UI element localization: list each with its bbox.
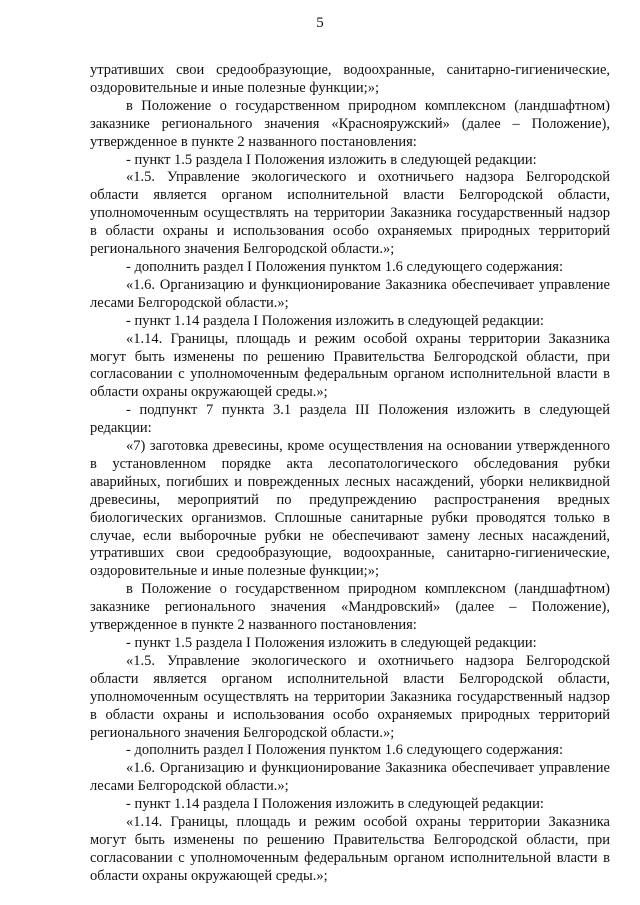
paragraph-item-1-14-instruction-2: - пункт 1.14 раздела I Положения изложить в следующей редакции:: [126, 796, 544, 813]
paragraph-item-1-5-text: «1.5. Управление экологического и охотничьего надзора Белгородской области является органом исполнительной власти Белгородской области, уполномоченным осуществлять на территории Заказника государственный надзор в области охраны и использования особо охраняемых природных территорий регионального значения Белгородской области.»;: [90, 169, 610, 258]
paragraph-item-1-6-instruction: - дополнить раздел I Положения пунктом 1.6 следующего содержания:: [126, 258, 563, 275]
page-number: 5: [316, 15, 324, 31]
paragraph-item-1-5-instruction-2: - пункт 1.5 раздела I Положения изложить в следующей редакции:: [126, 635, 537, 651]
paragraph-amendment-mandrovsky: в Положение о государственном природном комплексном (ландшафтном) заказнике регионального значения «Мандровский» (далее – Положение), утвержденное в пункте 2 названного постановления:: [90, 581, 610, 634]
paragraph-item-1-14-instruction: - пункт 1.14 раздела I Положения изложить в следующей редакции:: [126, 312, 544, 329]
document-body: [90, 62, 610, 886]
paragraph-item-1-14-text: «1.14. Границы, площадь и режим особой охраны территории Заказника могут быть изменены по решению Правительства Белгородской области, при согласовании с уполномоченным федеральным органом исполнительной власти в области охраны окружающей среды.»;: [90, 330, 610, 401]
paragraph-item-1-5-instruction: - пункт 1.5 раздела I Положения изложить в следующей редакции:: [126, 151, 537, 168]
paragraph-subitem-7-text: «7) заготовка древесины, кроме осуществления на основании утвержденного в установленном порядке акта лесопатологического обследования рубки аварийных, погибших и поврежденных лесных насаждений, уборки неликвидной древесины, мероприятий по предупреждению распространения вредных биологических организмов. Сплошные санитарные рубки проводятся только в случае, если выборочные рубки не обеспечивают замену лесных насаждений, утративших свои средообразующие, водоохранные, санитарно-гигиенические, оздоровительные и иные полезные функции;»;: [90, 438, 610, 580]
paragraph-item-1-5-text-2: «1.5. Управление экологического и охотничьего надзора Белгородской области является органом исполнительной власти Белгородской области, уполномоченным осуществлять на территории Заказника государственный надзор в области охраны и использования особо охраняемых природных территорий регионального значения Белгородской области.»;: [90, 652, 610, 741]
paragraph-continuation: утративших свои средообразующие, водоохранные, санитарно-гигиенические, оздоровительные и иные полезные функции;»;: [90, 62, 610, 96]
paragraph-item-1-6-text-2: «1.6. Организацию и функционирование Заказника обеспечивает управление лесами Белгородской области.»;: [90, 760, 610, 795]
paragraph-item-1-6-instruction-2: - дополнить раздел I Положения пунктом 1.6 следующего содержания:: [126, 742, 563, 759]
paragraph-item-1-14-text-2: «1.14. Границы, площадь и режим особой охраны территории Заказника могут быть изменены по решению Правительства Белгородской области, при согласовании с уполномоченным федеральным органом исполнительной власти в области охраны окружающей среды.»;: [90, 814, 610, 884]
paragraph-item-1-6-text: «1.6. Организацию и функционирование Заказника обеспечивает управление лесами Белгородской области.»;: [90, 276, 610, 311]
paragraph-subitem-7-instruction: - подпункт 7 пункта 3.1 раздела III Положения изложить в следующей редакции:: [90, 402, 610, 437]
paragraph-amendment-krasnoyaruzhsky: в Положение о государственном природном комплексном (ландшафтном) заказнике регионального значения «Краснояружский» (далее – Положение), утвержденное в пункте 2 названного постановления:: [90, 97, 610, 150]
